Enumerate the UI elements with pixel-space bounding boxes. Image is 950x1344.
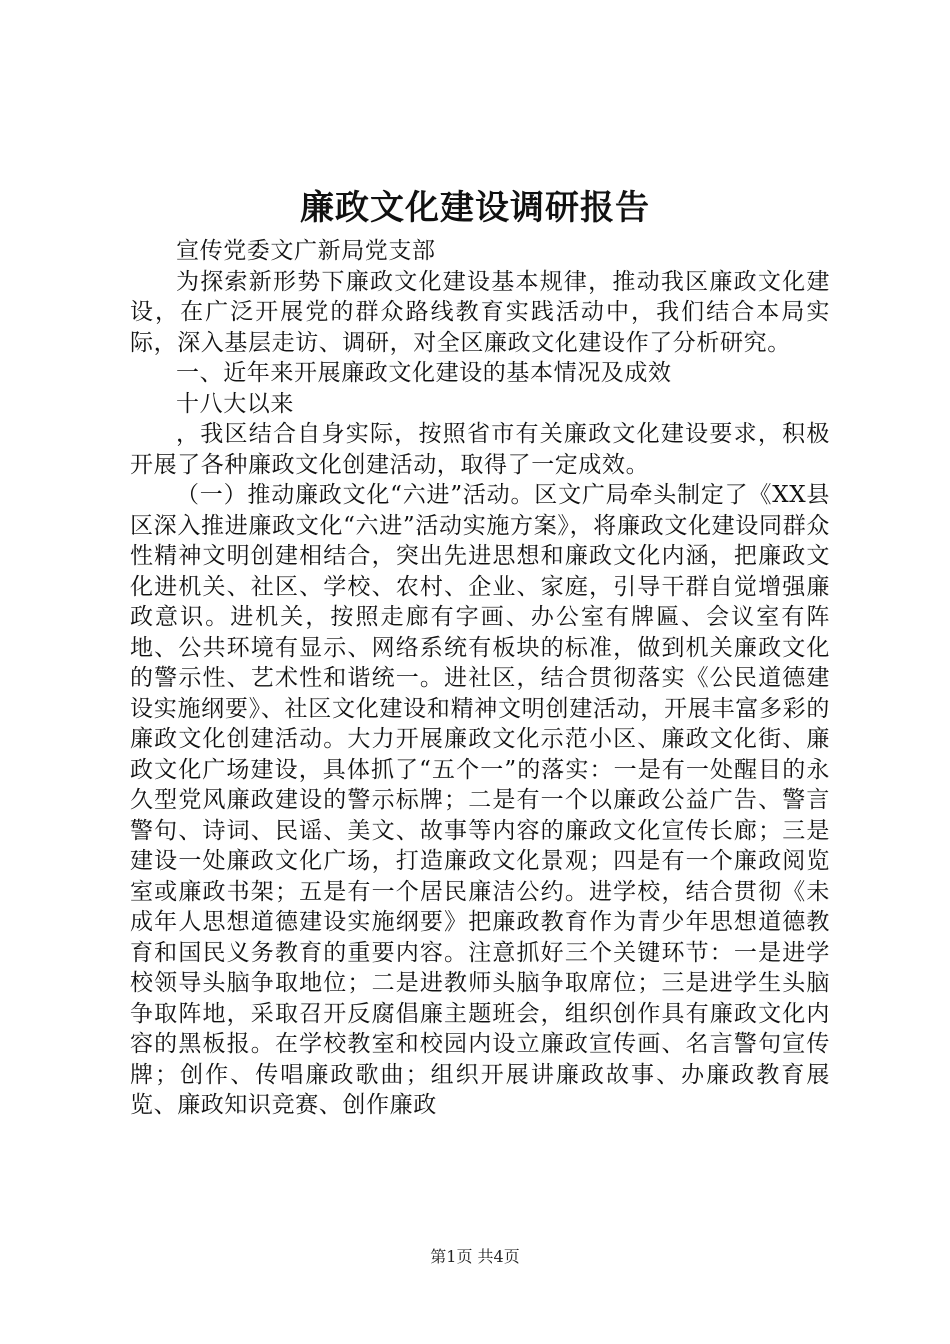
- paragraph-intro: 为探索新形势下廉政文化建设基本规律，推动我区廉政文化建设，在广泛开展党的群众路线教育实践活动中，我们结合本局实际，深入基层走访、调研，对全区廉政文化建设作了分析研究。: [130, 268, 830, 356]
- document-title: 廉政文化建设调研报告: [300, 188, 650, 228]
- document-body: [130, 236, 830, 1121]
- paragraph-line: 十八大以来: [176, 390, 294, 417]
- paragraph-six-entries: （一）推动廉政文化“六进”活动。区文广局牵头制定了《XX县区深入推进廉政文化“六进”活动实施方案》，将廉政文化建设同群众性精神文明创建相结合，突出先进思想和廉政文化内涵，把廉政文化进机关、社区、学校、农村、企业、家庭，引导干群自觉增强廉政意识。进机关，按照走廊有字画、办公室有牌匾、会议室有阵地、公共环境有显示、网络系统有板块的标准，做到机关廉政文化的警示性、艺术性和谐统一。进社区，结合贯彻落实《公民道德建设实施纲要》、社区文化建设和精神文明创建活动，开展丰富多彩的廉政文化创建活动。大力开展廉政文化示范小区、廉政文化街、廉政文化广场建设，具体抓了“五个一”的落实：一是有一处醒目的永久型党风廉政建设的警示标牌；二是有一个以廉政公益广告、警言警句、诗词、民谣、美文、故事等内容的廉政文化宣传长廊；三是建设一处廉政文化广场，打造廉政文化景观；四是有一个廉政阅览室或廉政书架；五是有一个居民廉洁公约。进学校，结合贯彻《未成年人思想道德建设实施纲要》把廉政教育作为青少年思想道德教育和国民义务教育的重要内容。注意抓好三个关键环节：一是进学校领导头脑争取地位；二是进教师头脑争取席位；三是进学生头脑争取阵地，采取召开反腐倡廉主题班会，组织创作具有廉政文化内容的黑板报。在学校教室和校园内设立廉政宣传画、名言警句宣传牌；创作、传唱廉政歌曲；组织开展讲廉政故事、办廉政教育展览、廉政知识竞赛、创作廉政: [130, 482, 830, 1118]
- paragraph-results: ，我区结合自身实际，按照省市有关廉政文化建设要求，积极开展了各种廉政文化创建活动，取得了一定成效。: [130, 421, 830, 478]
- page-footer: 第1页 共4页: [430, 1247, 520, 1266]
- section-heading: 一、近年来开展廉政文化建设的基本情况及成效: [176, 360, 672, 386]
- author-line: 宣传党委文广新局党支部: [176, 238, 436, 264]
